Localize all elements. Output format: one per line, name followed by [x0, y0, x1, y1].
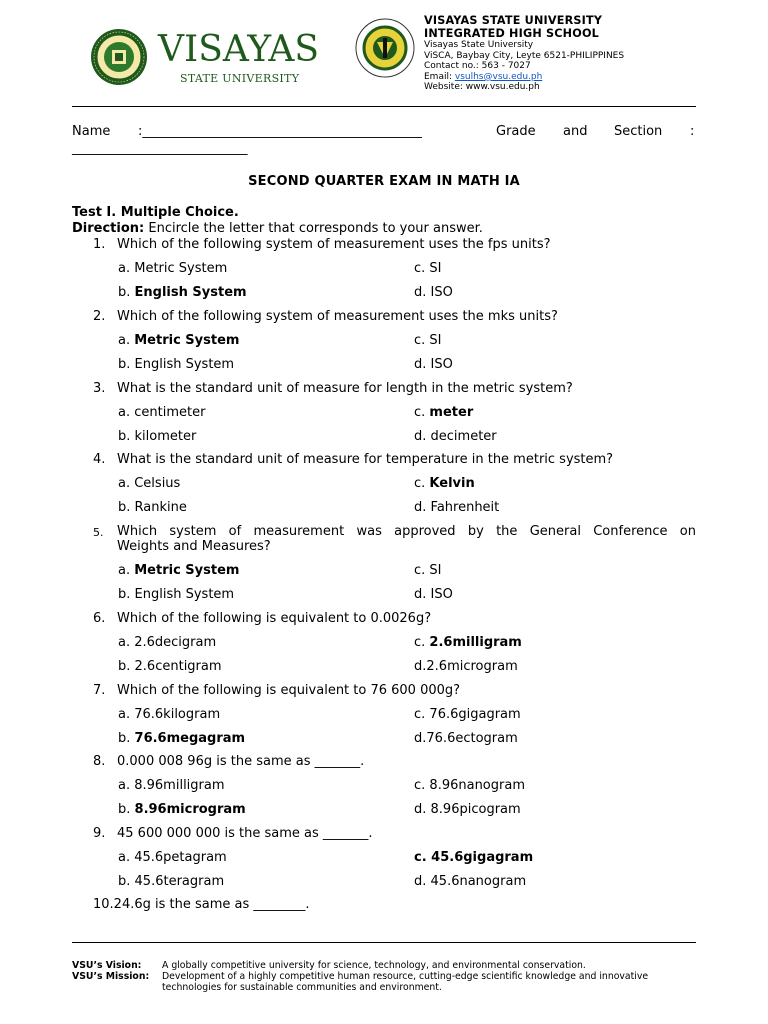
choice-text: SI [429, 261, 442, 276]
answer-choice[interactable] [414, 587, 453, 602]
contact-number: Contact no.: 563 - 7027 [424, 61, 531, 72]
grade-label: Grade [496, 124, 536, 139]
answer-choice[interactable] [118, 659, 222, 674]
choice-letter: d. [414, 874, 431, 889]
footer-divider [72, 942, 696, 943]
choice-letter: d. [414, 731, 427, 746]
section-colon: : [690, 124, 695, 139]
school-name-line2: INTEGRATED HIGH SCHOOL [424, 26, 599, 40]
choice-letter: b. [118, 659, 135, 674]
answer-choice[interactable] [414, 357, 453, 372]
answer-choice[interactable] [118, 778, 225, 793]
choice-text: decimeter [430, 429, 497, 444]
question-text-line2: Weights and Measures? [117, 539, 271, 554]
header-divider [72, 106, 696, 107]
answer-choice[interactable] [118, 476, 180, 491]
choice-letter: d. [414, 429, 431, 444]
choice-text: 45.6teragram [134, 874, 225, 889]
choice-text: Metric System [134, 261, 228, 276]
choice-letter: a. [118, 778, 135, 793]
answer-choice[interactable] [118, 429, 196, 444]
address-line2: ViSCA, Baybay City, Leyte 6521-PHILIPPINES [424, 50, 625, 61]
choice-letter: a. [118, 850, 135, 865]
email-row [424, 72, 704, 83]
choice-text: 45.6nanogram [430, 874, 527, 889]
choice-text: Fahrenheit [430, 500, 500, 515]
answer-choice[interactable] [118, 405, 205, 420]
choice-letter: b. [118, 357, 135, 372]
choice-letter: b. [118, 802, 135, 817]
question-text-line1: Which system of measurement was approved by the General Conference on [117, 524, 696, 539]
footer [72, 960, 696, 993]
wordmark-title: VISAYAS [158, 29, 320, 70]
question-text: 45 600 000 000 is the same as _______. [117, 826, 373, 841]
mission-text: Development of a highly competitive human resource, cutting-edge scientific knowledge and innovative technologies for sustainable communities and environment. [162, 971, 649, 993]
choice-letter: a. [118, 707, 135, 722]
answer-choice[interactable] [118, 850, 227, 865]
answer-choice[interactable] [118, 635, 216, 650]
answer-choice[interactable] [118, 500, 187, 515]
answer-choice[interactable] [414, 659, 518, 674]
question-10: 10.24.6g is the same as ________. [93, 897, 310, 912]
question-number: 1. [93, 237, 106, 252]
question-text: Which of the following is equivalent to 0.0026g? [117, 611, 432, 626]
answer-choice[interactable] [118, 874, 224, 889]
choice-text: centimeter [134, 405, 206, 420]
choice-letter: b. [118, 587, 135, 602]
answer-choice[interactable] [118, 333, 239, 348]
choice-letter: c. [414, 635, 430, 650]
answer-choice[interactable] [118, 802, 246, 817]
choice-letter: b. [118, 429, 135, 444]
question-number: 8. [93, 754, 106, 769]
choice-text: kilometer [134, 429, 197, 444]
choice-letter: d. [414, 587, 431, 602]
question-number: 7. [93, 683, 106, 698]
choice-text: English System [134, 285, 247, 300]
choice-text: ISO [430, 587, 453, 602]
answer-choice[interactable] [414, 731, 518, 746]
choice-text: English System [134, 357, 235, 372]
choice-letter: a. [118, 333, 135, 348]
address-line1: Visayas State University [424, 40, 534, 50]
question-text: 0.000 008 96g is the same as _______. [117, 754, 365, 769]
choice-letter: c. [414, 850, 432, 865]
answer-choice[interactable] [414, 563, 442, 578]
section-label: Section [614, 124, 663, 139]
question-text: What is the standard unit of measure for temperature in the metric system? [117, 452, 614, 467]
choice-letter: c. [414, 563, 430, 578]
choice-text: 76.6kilogram [134, 707, 221, 722]
answer-choice[interactable] [414, 261, 442, 276]
question-text: Which of the following system of measurement uses the mks units? [117, 309, 558, 324]
answer-choice[interactable] [414, 476, 475, 491]
choice-text: Celsius [134, 476, 181, 491]
answer-choice[interactable] [414, 707, 521, 722]
question-text: Which of the following system of measurement uses the fps units? [117, 237, 551, 252]
wordmark-subtitle: STATE UNIVERSITY [180, 72, 300, 85]
choice-text: 76.6gigagram [429, 707, 521, 722]
choice-letter: b. [118, 731, 135, 746]
question-text: What is the standard unit of measure for length in the metric system? [117, 381, 573, 396]
choice-letter: c. [414, 405, 430, 420]
vision-label: VSU’s Vision: [72, 960, 142, 971]
direction-label: Direction: [72, 221, 145, 236]
choice-text: Metric System [134, 563, 240, 578]
name-label: Name [72, 124, 111, 139]
question-number: 3. [93, 381, 106, 396]
vision-text: A globally competitive university for science, technology, and environmental conservation. [162, 960, 586, 971]
website: Website: www.vsu.edu.ph [424, 82, 540, 93]
answer-choice[interactable] [414, 778, 525, 793]
choice-letter: c. [414, 261, 430, 276]
answer-choice[interactable] [414, 333, 442, 348]
choice-letter: a. [118, 563, 135, 578]
choice-letter: b. [118, 285, 135, 300]
vsu-seal-icon [90, 28, 148, 86]
high-school-logo-icon [355, 18, 415, 78]
choice-text: 8.96microgram [134, 802, 246, 817]
answer-choice[interactable] [414, 850, 533, 865]
question-number: 4. [93, 452, 106, 467]
answer-choice[interactable] [118, 357, 234, 372]
choice-letter: a. [118, 405, 135, 420]
choice-text: ISO [430, 357, 453, 372]
choice-letter: d. [414, 802, 431, 817]
choice-text: Rankine [134, 500, 187, 515]
choice-letter: c. [414, 707, 430, 722]
choice-letter: d. [414, 357, 431, 372]
answer-choice[interactable] [414, 500, 499, 515]
choice-text: English System [134, 587, 235, 602]
choice-letter: c. [414, 778, 430, 793]
vision-row [72, 960, 696, 971]
choice-letter: a. [118, 261, 135, 276]
choice-text: 2.6microgram [426, 659, 518, 674]
choice-letter: b. [118, 874, 135, 889]
answer-choice[interactable] [414, 802, 521, 817]
choice-text: meter [429, 405, 474, 420]
mission-label: VSU’s Mission: [72, 971, 150, 982]
answer-choice[interactable] [118, 707, 220, 722]
choice-letter: d. [414, 500, 431, 515]
choice-text: 76.6megagram [134, 731, 246, 746]
choice-letter: d. [414, 659, 427, 674]
choice-letter: a. [118, 476, 135, 491]
vsu-wordmark [158, 30, 318, 86]
question-number: 9. [93, 826, 106, 841]
answer-choice[interactable] [118, 731, 245, 746]
answer-choice[interactable] [414, 874, 526, 889]
answer-choice[interactable] [118, 587, 234, 602]
choice-text: 2.6decigram [134, 635, 217, 650]
email-label: Email: [424, 71, 455, 82]
answer-choice[interactable] [414, 635, 522, 650]
choice-letter: d. [414, 285, 431, 300]
answer-choice[interactable] [414, 405, 473, 420]
test-heading: Test I. Multiple Choice. [72, 205, 239, 220]
choice-letter: c. [414, 476, 430, 491]
choice-text: 2.6milligram [429, 635, 522, 650]
question-number: 5. [93, 526, 104, 539]
choice-text: Metric System [134, 333, 240, 348]
name-blank[interactable]: :___________________________________________ [138, 124, 422, 139]
and-label: and [563, 124, 588, 139]
choice-letter: c. [414, 333, 430, 348]
direction-text: Encircle the letter that corresponds to your answer. [144, 221, 483, 236]
section-blank[interactable]: ___________________________ [72, 141, 248, 156]
choice-text: 8.96nanogram [429, 778, 525, 793]
choice-text: 8.96picogram [430, 802, 521, 817]
question-number: 6. [93, 611, 106, 626]
choice-text: Kelvin [429, 476, 475, 491]
choice-text: SI [429, 563, 442, 578]
school-contact-block [424, 15, 704, 93]
choice-text: 8.96milligram [134, 778, 225, 793]
exam-title: SECOND QUARTER EXAM IN MATH IA [248, 174, 520, 189]
choice-text: SI [429, 333, 442, 348]
choice-text: 45.6petagram [134, 850, 227, 865]
letterhead [72, 12, 696, 102]
answer-choice[interactable] [414, 285, 453, 300]
choice-letter: b. [118, 500, 135, 515]
answer-choice[interactable] [118, 563, 239, 578]
choice-text: ISO [430, 285, 453, 300]
question-text: Which of the following is equivalent to 76 600 000g? [117, 683, 461, 698]
answer-choice[interactable] [414, 429, 497, 444]
direction-line [72, 221, 483, 236]
choice-text: 76.6ectogram [426, 731, 518, 746]
mission-row [72, 971, 696, 993]
choice-letter: a. [118, 635, 135, 650]
answer-choice[interactable] [118, 261, 227, 276]
choice-text: 45.6gigagram [431, 850, 534, 865]
school-name-line1: VISAYAS STATE UNIVERSITY [424, 14, 603, 27]
email-link[interactable]: vsulhs@vsu.edu.ph [454, 71, 543, 82]
choice-text: 2.6centigram [134, 659, 222, 674]
answer-choice[interactable] [118, 285, 247, 300]
question-number: 2. [93, 309, 106, 324]
